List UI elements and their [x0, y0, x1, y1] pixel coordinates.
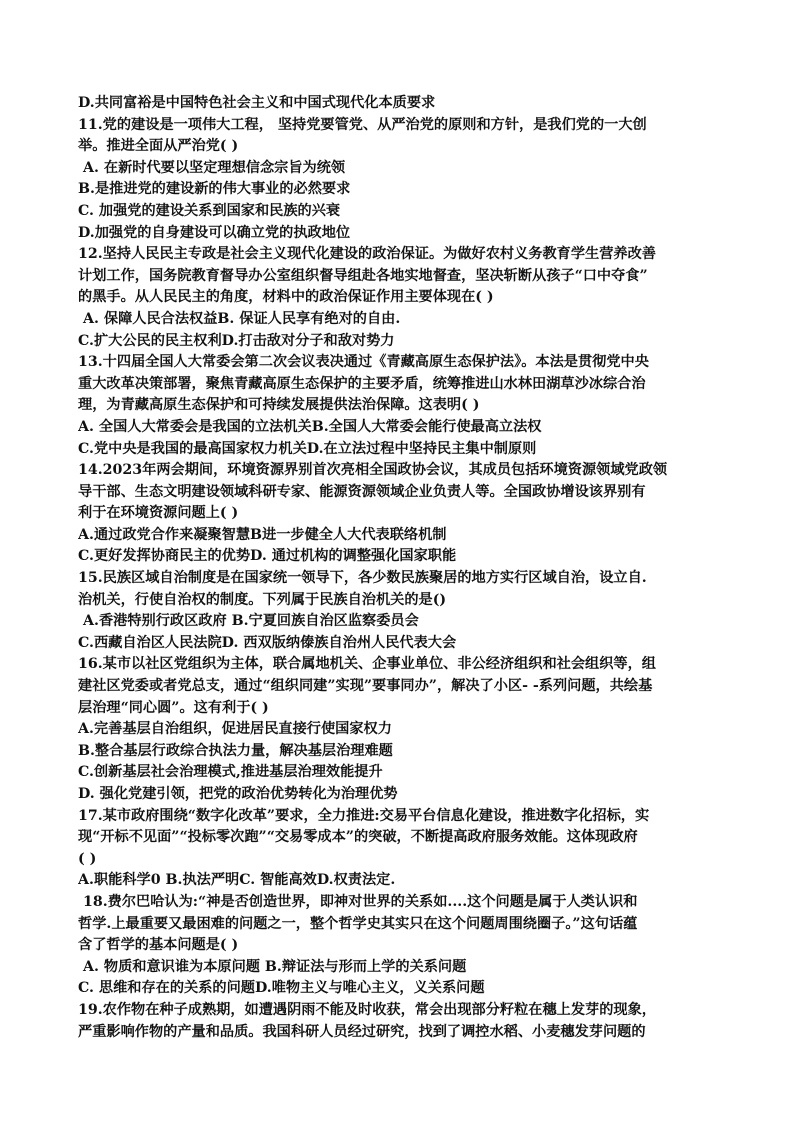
text-line: 哲学.上最重要又最困难的问题之一，整个哲学史其实只在这个问题周围绕圈子。”这句话蕴 — [78, 915, 638, 932]
text-line: 19.农作物在种子成熟期，如遭遇阴雨不能及时收获，常会出现部分籽粒在穗上发芽的现象， — [78, 1001, 656, 1018]
text-line: A. 物质和意识谁为本原问题 B.辩证法与形而上学的关系问题 — [83, 958, 467, 975]
text-line: 理，为青藏高原生态保护和可持续发展提供法治保障。这表明( ) — [78, 397, 480, 414]
text-line: C.党中央是我国的最高国家权力机关D.在立法过程中坚持民主集中制原则 — [78, 440, 537, 457]
text-line: 13.十四届全国人大常委会第二次会议表决通过《青藏高原生态保护法》。本法是贯彻党中央 — [78, 354, 649, 371]
text-line: B.整合基层行政综合执法力量，解决基层治理难题 — [78, 742, 393, 759]
text-line: A.职能科学0 B.执法严明C. 智能高效D.权责法定. — [78, 872, 396, 889]
text-line: D. 强化党建引领，把党的政治优势转化为治理优势 — [78, 786, 398, 802]
text-line: 计划工作，国务院教育督导办公室组织督导组赴各地实地督查，坚决斩断从孩子“口中夺食” — [78, 267, 648, 284]
text-line: A. 保障人民合法权益B. 保证人民享有绝对的自由. — [83, 310, 401, 327]
text-line: A. 全国人大常委会是我国的立法机关B.全国人大常委会能行使最高立法权 — [78, 418, 542, 435]
text-line: C.扩大公民的民主权利D.打击敌对分子和敌对势力 — [78, 332, 395, 349]
text-line: 治机关，行使自治权的制度。下列属于民族自治机关的是() — [78, 591, 447, 608]
text-line: A.完善基层自治组织，促进居民直接行使国家权力 — [78, 721, 392, 738]
text-line: 18.费尔巴哈认为:“神是否创造世界，即神对世界的关系如....这个问题是属于人类认识和 — [83, 893, 638, 910]
text-line: ( ) — [78, 850, 97, 867]
exam-page — [78, 93, 718, 1043]
text-line: C. 思维和存在的关系的问题D.唯物主义与唯心主义，义关系问题 — [78, 980, 485, 997]
text-line: D.加强党的自身建设可以确立党的执政地位 — [78, 224, 351, 241]
text-line: 举。推进全面从严治党( ) — [78, 138, 239, 155]
text-line: A. 在新时代要以坚定理想信念宗旨为统领 — [83, 159, 346, 176]
text-line: C.创新基层社会治理模式,推进基层治理效能提升 — [78, 764, 383, 781]
text-line: D.共同富裕是中国特色社会主义和中国式现代化本质要求 — [78, 95, 436, 111]
text-line: 严重影响作物的产量和品质。我国科研人员经过研究，找到了调控水稻、小麦穗发芽问题的 — [78, 1023, 646, 1040]
text-line: 含了哲学的基本问题是( ) — [78, 937, 239, 954]
text-line: A.通过政党合作来凝聚智慧B进一步健全人大代表联络机制 — [78, 526, 447, 543]
text-line: 重大改革决策部署，聚焦青藏高原生态保护的主要矛盾，统筹推进山水林田湖草沙冰综合治 — [78, 375, 646, 392]
text-line: 15.民族区域自治制度是在国家统一领导下，各少数民族聚居的地方实行区域自治，设立自. — [78, 570, 647, 587]
text-line: 11.党的建设是一项伟大工程， 坚持党要管党、从严治党的原则和方针，是我们党的一大创 — [78, 116, 647, 133]
text-line: 12.坚持人民民主专政是社会主义现代化建设的政治保证。为做好农村义务教育学生营养改善 — [78, 246, 656, 263]
text-line: 建社区党委或者党总支，通过“组织同建”实现”要事同办”，解决了小区- -系列问题，共绘基 — [78, 678, 653, 695]
text-line: 16.某市以社区党组织为主体，联合属地机关、企事业单位、非公经济组织和社会组织等，组 — [78, 656, 656, 673]
text-line: B.是推进党的建设新的伟大事业的必然要求 — [78, 181, 351, 198]
text-line: 现“开标不见面”“投标零次跑”“交易零成本”的突破，不断提高政府服务效能。这体现政府 — [78, 829, 638, 846]
text-line: C.更好发挥协商民主的优势D. 通过机构的调整强化国家职能 — [78, 548, 457, 565]
text-line: 利于在环境资源问题上( ) — [78, 505, 239, 522]
text-line: 层治理“同心圆”。这有利于( ) — [78, 699, 269, 716]
text-line: C. 加强党的建设关系到国家和民族的兴衰 — [78, 202, 341, 219]
text-line: A.香港特别行政区政府 B.宁夏回族自治区监察委员会 — [83, 613, 419, 630]
text-line: 的黑手。从人民民主的角度，材料中的政治保证作用主要体现在( ) — [78, 289, 494, 306]
text-line: C.西藏自治区人民法院D. 西双版纳傣族自治州人民代表大会 — [78, 634, 457, 651]
text-line: 14.2023年两会期间，环境资源界别首次亮相全国政协会议，其成员包括环境资源领域党政领 — [78, 462, 668, 479]
text-line: 17.某市政府围绕“数字化改革”要求，全力推进:交易平台信息化建设，推进数字化招标，实 — [78, 807, 650, 824]
text-line: 导干部、生态文明建设领域科研专家、能源资源领域企业负责人等。全国政协增设该界别有 — [78, 483, 646, 500]
